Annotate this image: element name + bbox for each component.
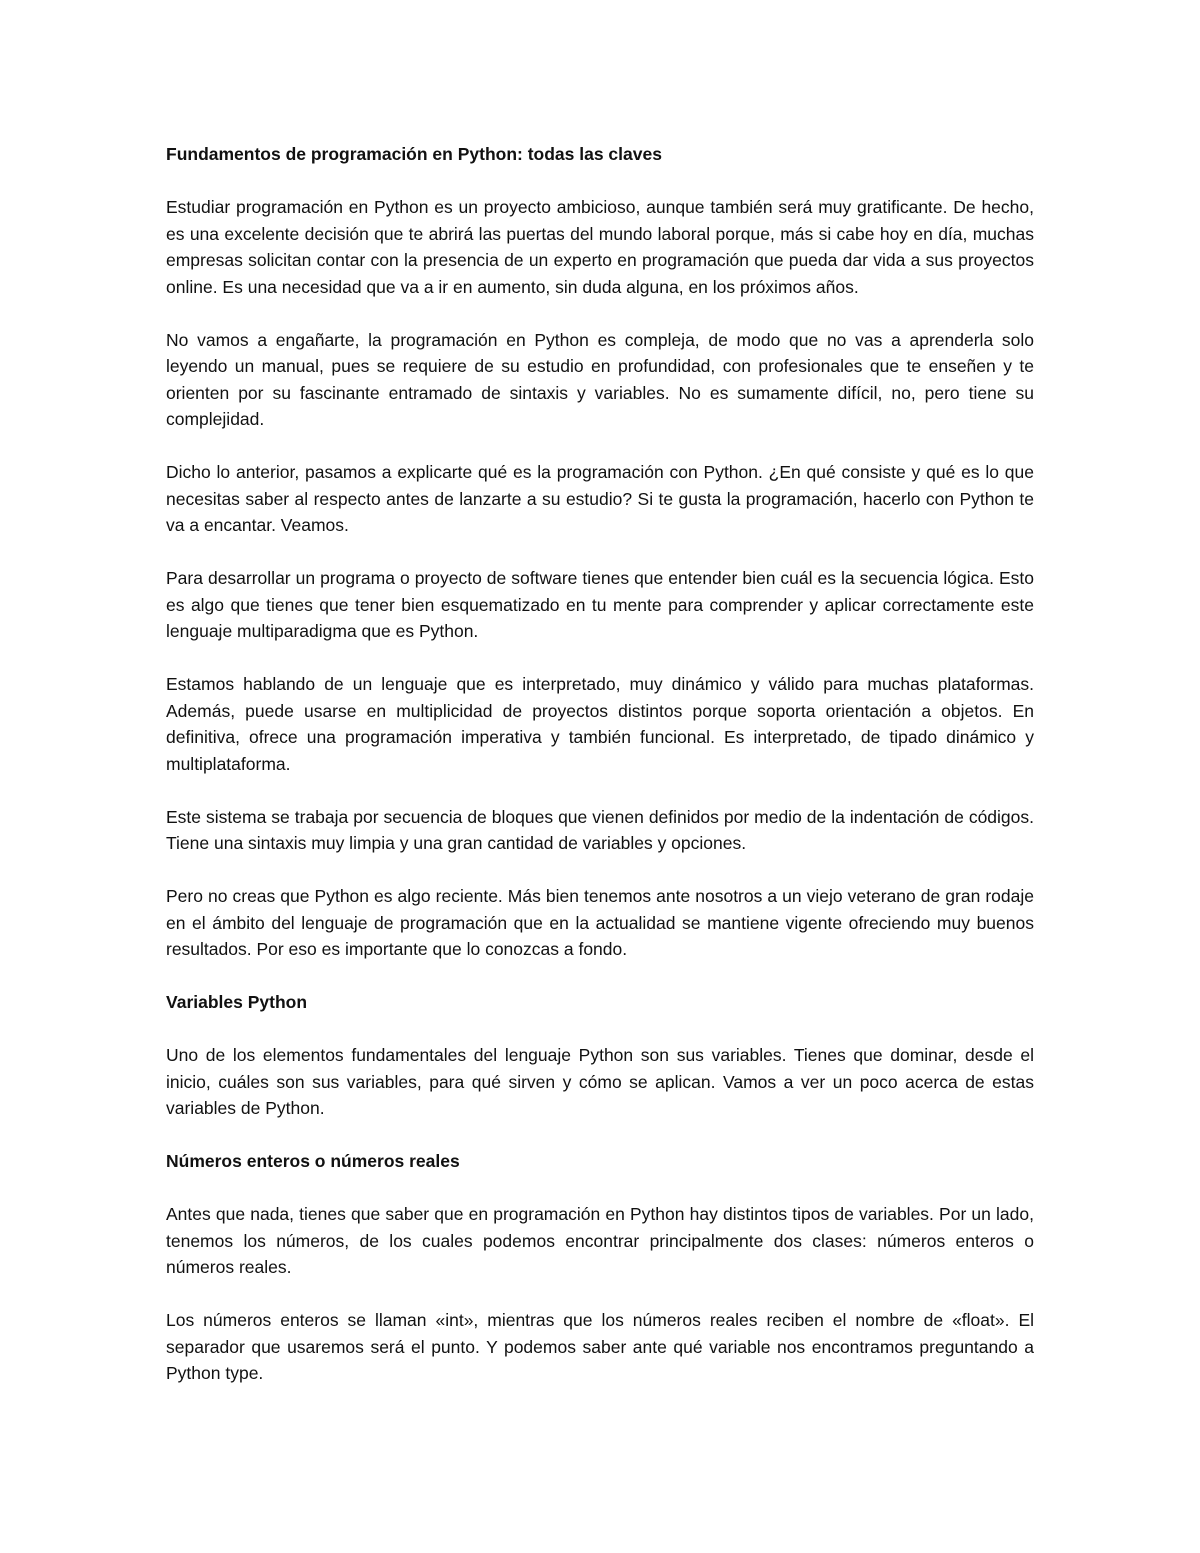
section-heading-variables: Variables Python [166, 992, 308, 1012]
paragraph: Para desarrollar un programa o proyecto de software tienes que entender bien cuál es la secuencia lógica. Esto es algo que tienes que tener bien esquematizado en tu mente para comprender y aplicar correctamente este lenguaje multiparadigma que es Python. [166, 568, 1034, 641]
document-body [166, 141, 1034, 1413]
paragraph: Estamos hablando de un lenguaje que es interpretado, muy dinámico y válido para muchas plataformas. Además, puede usarse en multiplicidad de proyectos distintos porque soporta orientación a objetos. En definitiva, ofrece una programación imperativa y también funcional. Es interpretado, de tipado dinámico y multiplataforma. [166, 674, 1034, 774]
paragraph: Uno de los elementos fundamentales del lenguaje Python son sus variables. Tienes que dominar, desde el inicio, cuáles son sus variables, para qué sirven y cómo se aplican. Vamos a ver un poco acerca de estas variables de Python. [166, 1045, 1034, 1118]
paragraph: Pero no creas que Python es algo reciente. Más bien tenemos ante nosotros a un viejo veterano de gran rodaje en el ámbito del lenguaje de programación que en la actualidad se mantiene vigente ofreciendo muy buenos resultados. Por eso es importante que lo conozcas a fondo. [166, 886, 1034, 959]
paragraph: Antes que nada, tienes que saber que en programación en Python hay distintos tipos de variables. Por un lado, tenemos los números, de los cuales podemos encontrar principalmente dos clases: números enteros o números reales. [166, 1204, 1034, 1277]
paragraph: No vamos a engañarte, la programación en Python es compleja, de modo que no vas a aprenderla solo leyendo un manual, pues se requiere de su estudio en profundidad, con profesionales que te enseñen y te orienten por su fascinante entramado de sintaxis y variables. No es sumamente difícil, no, pero tiene su complejidad. [166, 329, 1034, 429]
document-title: Fundamentos de programación en Python: todas las claves [166, 144, 662, 164]
paragraph: Dicho lo anterior, pasamos a explicarte qué es la programación con Python. ¿En qué consiste y qué es lo que necesitas saber al respecto antes de lanzarte a su estudio? Si te gusta la programación, hacerlo con Python te va a encantar. Veamos. [166, 462, 1034, 535]
section-heading-numbers: Números enteros o números reales [166, 1151, 460, 1171]
paragraph: Los números enteros se llaman «int», mientras que los números reales reciben el nombre de «float». El separador que usaremos será el punto. Y podemos saber ante qué variable nos encontramos preguntando a Python type. [166, 1310, 1034, 1383]
paragraph: Este sistema se trabaja por secuencia de bloques que vienen definidos por medio de la indentación de códigos. Tiene una sintaxis muy limpia y una gran cantidad de variables y opciones. [166, 806, 1034, 853]
paragraph: Estudiar programación en Python es un proyecto ambicioso, aunque también será muy gratificante. De hecho, es una excelente decisión que te abrirá las puertas del mundo laboral porque, más si cabe hoy en día, muchas empresas solicitan contar con la presencia de un experto en programación que pueda dar vida a sus proyectos online. Es una necesidad que va a ir en aumento, sin duda alguna, en los próximos años. [166, 197, 1034, 297]
